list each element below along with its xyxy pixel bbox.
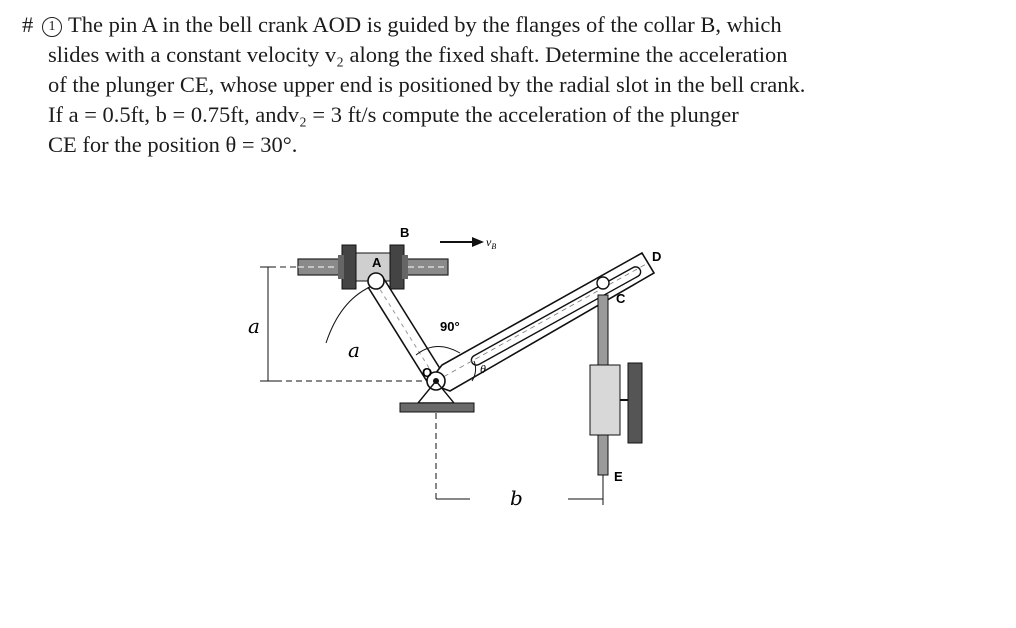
velocity-arrow (440, 237, 484, 247)
problem-line-1: # 1 The pin A in the bell crank AOD is guided by the flanges of the collar B, which (22, 10, 982, 40)
plunger-ce (590, 277, 642, 475)
problem-marker: # (22, 12, 34, 37)
problem-line-3: of the plunger CE, whose upper end is positioned by the radial slot in the bell crank. (48, 72, 806, 97)
label-d: D (652, 249, 662, 264)
label-a-pin: A (372, 255, 382, 270)
problem-line-5: CE for the position θ = 30°. (48, 132, 298, 157)
label-c: C (616, 291, 626, 306)
label-a-arc: a (348, 338, 360, 362)
problem-line-4: If a = 0.5ft, b = 0.75ft, andv₂ = 3 ft/s compute the acceleration of the plunger (48, 102, 739, 127)
label-o: O (422, 365, 433, 380)
label-b: B (400, 225, 410, 240)
label-e: E (614, 469, 623, 484)
problem-line-2: slides with a constant velocity v₂ along the fixed shaft. Determine the acceleration (48, 42, 788, 67)
label-vb: $v_B$ (486, 235, 497, 251)
link-oa (368, 273, 444, 383)
label-b-dim: b (510, 486, 523, 510)
problem-number: 1 (42, 17, 62, 37)
bell-crank-figure (240, 215, 700, 515)
label-a-left: a (248, 314, 260, 338)
arc-90 (416, 346, 460, 355)
problem-statement (22, 10, 982, 160)
label-90: 90° (440, 319, 460, 334)
arc-a (326, 287, 370, 343)
label-theta: θ (480, 362, 486, 376)
